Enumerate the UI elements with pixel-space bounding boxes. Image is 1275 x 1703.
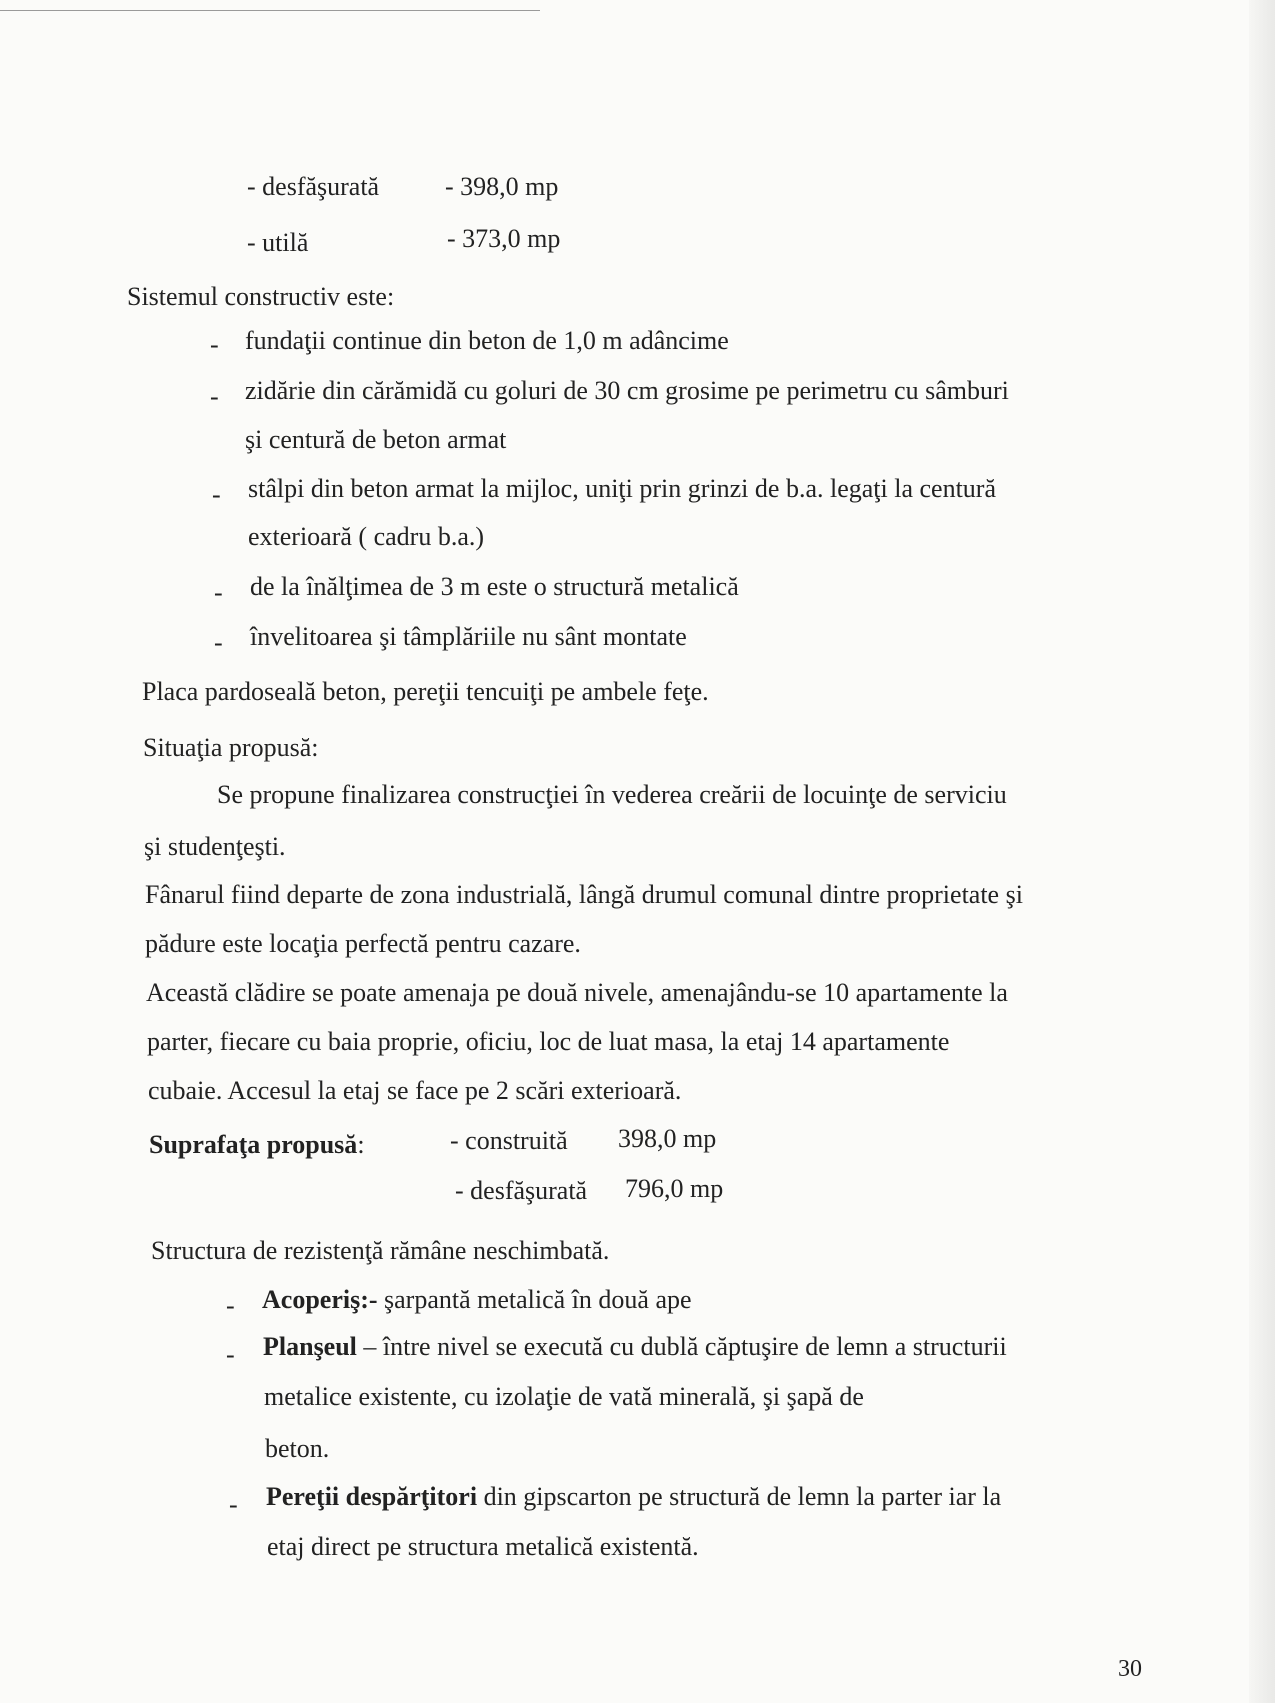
system-item-line: exterioară ( cadru b.a.) (248, 522, 485, 551)
bullet-dash: - (210, 330, 219, 359)
structure-item-title: Pereţii despărţitori (266, 1482, 478, 1511)
bullet-dash: - (226, 1291, 235, 1320)
structure-item-line: beton. (265, 1434, 330, 1463)
page-edge-shadow (1249, 0, 1275, 1703)
system-intro: Sistemul constructiv este: (127, 282, 395, 311)
bullet-dash: - (226, 1340, 235, 1369)
proposal-line: Această clădire se poate amenaja pe două nivele, amenajându-se 10 apartamente la (146, 978, 1008, 1007)
bullet-dash: - (229, 1490, 238, 1519)
system-item-line: stâlpi din beton armat la mijloc, uniţi prin grinzi de b.a. legaţi la centură (248, 474, 996, 503)
proposal-line: şi studenţeşti. (144, 832, 286, 861)
system-item-line: şi centură de beton armat (245, 425, 507, 454)
proposal-line: Fânarul fiind departe de zona industrială, lângă drumul comunal dintre proprietate şi (145, 880, 1023, 909)
area-row-label: - desfăşurată (247, 172, 380, 201)
proposed-area-label (149, 1130, 365, 1160)
bullet-dash: - (214, 578, 223, 607)
system-item-line: învelitoarea şi tâmplăriile nu sânt montate (250, 622, 687, 651)
structure-item-line: etaj direct pe structura metalică existentă. (267, 1532, 699, 1561)
structure-item-line: metalice existente, cu izolaţie de vată minerală, şi şapă de (264, 1382, 864, 1411)
bullet-dash: - (210, 382, 219, 411)
structure-item-title: Acoperiş:- (262, 1285, 378, 1314)
system-item-line: fundaţii continue din beton de 1,0 m adâncime (245, 326, 729, 355)
proposal-line: pădure este locaţia perfectă pentru cazare. (145, 929, 581, 958)
system-item-line: de la înălţimea de 3 m este o structură metalică (250, 572, 739, 601)
proposed-area-row-value: 398,0 mp (618, 1124, 717, 1153)
top-rule (0, 10, 540, 11)
proposed-area-colon: : (357, 1130, 365, 1159)
proposal-line: cubaie. Accesul la etaj se face pe 2 scări exterioară. (148, 1076, 682, 1105)
proposed-area-row-label: - construită (450, 1126, 568, 1155)
structure-text: Structura de rezistenţă rămâne neschimbată. (151, 1236, 610, 1265)
proposed-area-label-text: Suprafaţa propusă (149, 1130, 358, 1159)
bullet-dash: - (212, 480, 221, 509)
proposal-line: Se propune finalizarea construcţiei în vederea creării de locuinţe de serviciu (217, 780, 1007, 809)
bullet-dash: - (214, 628, 223, 657)
structure-item-text: şarpantă metalică în două ape (377, 1285, 692, 1314)
area-row-value: - 398,0 mp (445, 172, 559, 201)
area-row-value: - 373,0 mp (447, 224, 561, 253)
page-number: 30 (1118, 1656, 1142, 1682)
proposal-line: parter, fiecare cu baia proprie, oficiu, loc de luat masa, la etaj 14 apartamente (147, 1027, 950, 1056)
structure-item-title: Planşeul (263, 1332, 357, 1361)
structure-item-line (262, 1285, 692, 1315)
area-row-label: - utilă (247, 228, 309, 257)
proposed-area-row-value: 796,0 mp (625, 1174, 724, 1203)
structure-item-line (263, 1332, 1007, 1362)
structure-item-text: din gipscarton pe structură de lemn la parter iar la (477, 1482, 1002, 1511)
proposed-heading: Situaţia propusă: (143, 733, 319, 762)
system-item-line: zidărie din cărămidă cu goluri de 30 cm grosime pe perimetru cu sâmburi (245, 376, 1009, 405)
structure-item-text: – între nivel se execută cu dublă căptuşire de lemn a structurii (356, 1332, 1007, 1361)
proposed-area-row-label: - desfăşurată (455, 1176, 588, 1205)
floor-text: Placa pardoseală beton, pereţii tencuiţi pe ambele feţe. (142, 677, 709, 706)
structure-item-line (266, 1482, 1001, 1512)
